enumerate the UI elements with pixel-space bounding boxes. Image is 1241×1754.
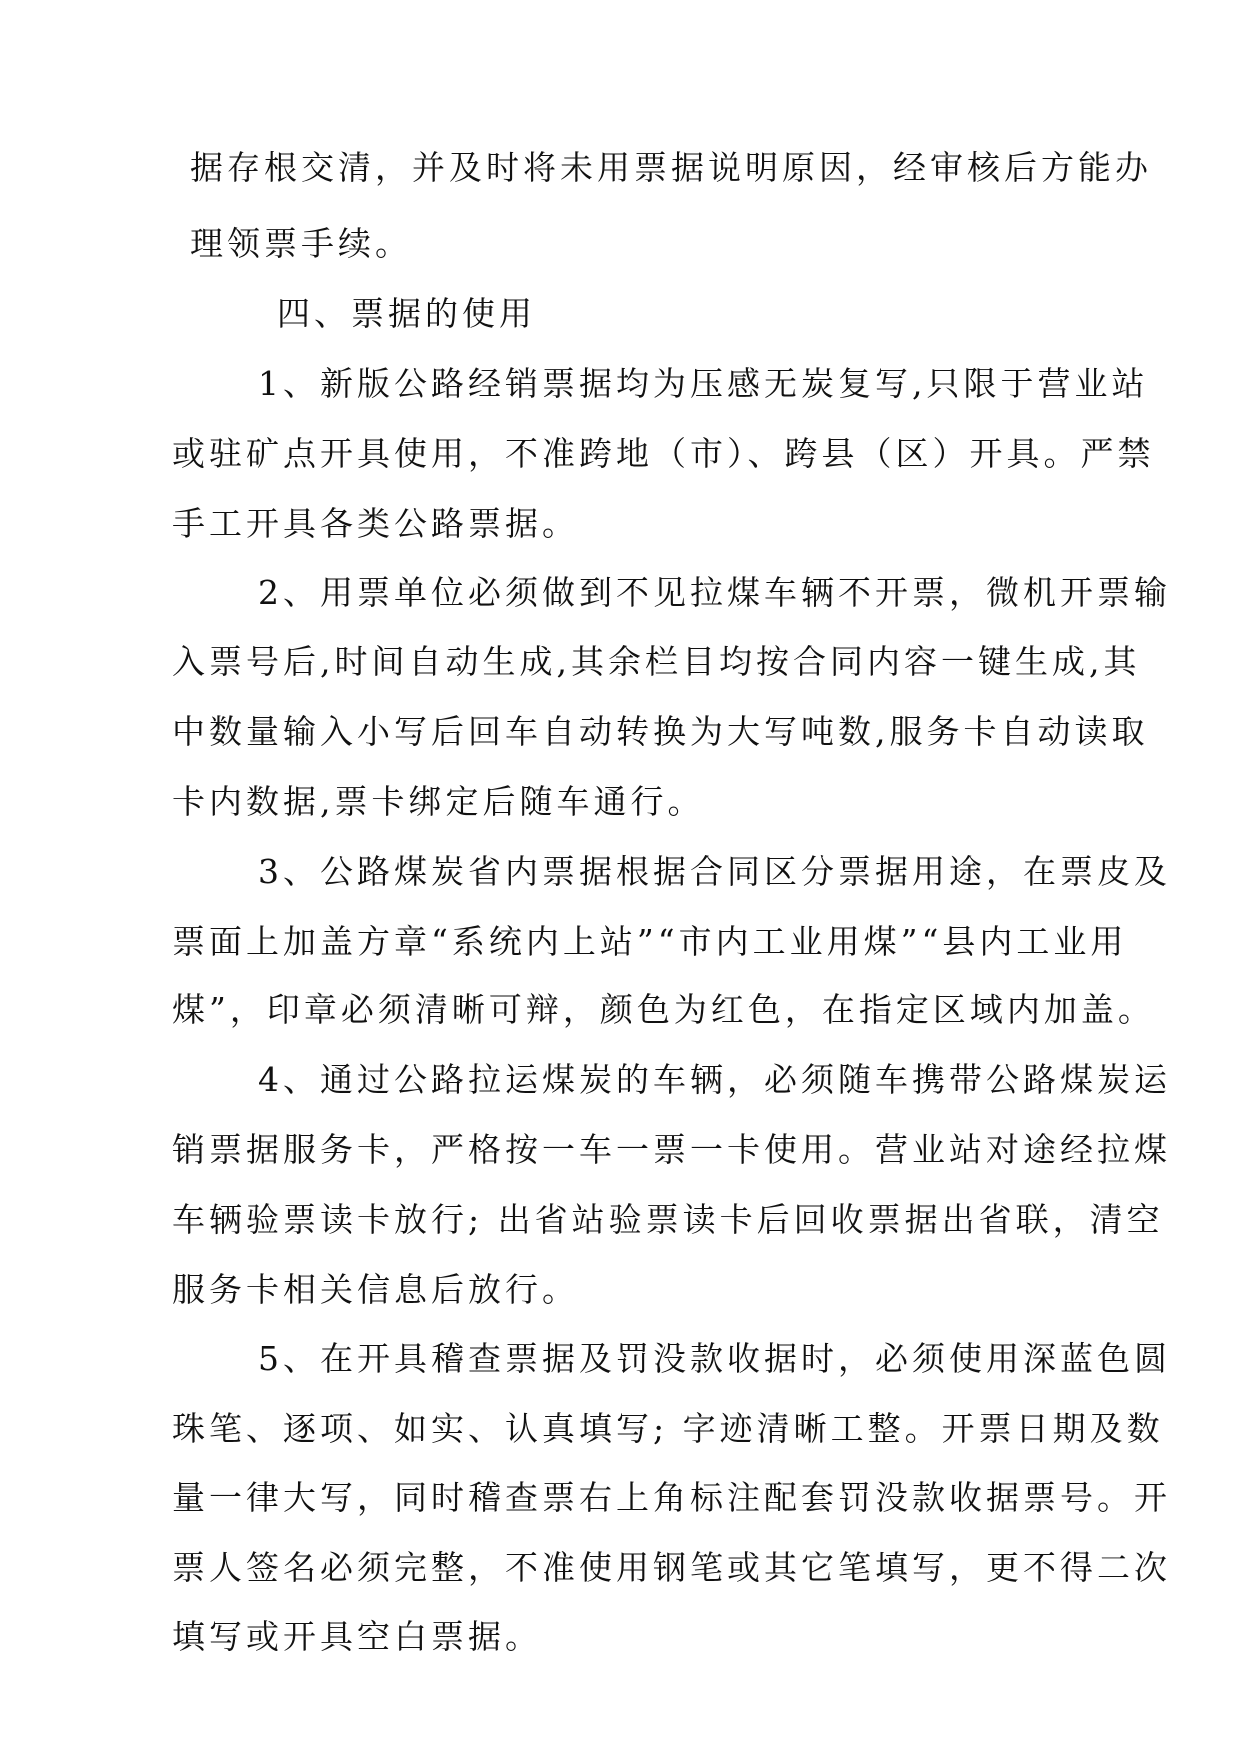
text-line: 煤”，印章必须清晰可辩，颜色为红色，在指定区域内加盖。: [172, 990, 1155, 1029]
text-line: 或驻矿点开具使用，不准跨地（市）、跨县（区）开具。严禁: [172, 434, 1155, 473]
text-line: 据存根交清，并及时将未用票据说明原因，经审核后方能办: [190, 148, 1152, 187]
text-line: 3、公路煤炭省内票据根据合同区分票据用途，在票皮及: [258, 852, 1171, 891]
text-line: 4、通过公路拉运煤炭的车辆，必须随车携带公路煤炭运: [258, 1060, 1171, 1099]
text-line: 1、新版公路经销票据均为压感无炭复写,只限于营业站: [258, 364, 1149, 403]
text-line: 填写或开具空白票据。: [172, 1617, 542, 1656]
text-line: 2、用票单位必须做到不见拉煤车辆不开票，微机开票输: [258, 573, 1171, 612]
text-line: 票人签名必须完整，不准使用钢笔或其它笔填写，更不得二次: [172, 1548, 1171, 1587]
text-line: 量一律大写，同时稽查票右上角标注配套罚没款收据票号。开: [172, 1478, 1171, 1517]
text-line: 5、在开具稽查票据及罚没款收据时，必须使用深蓝色圆: [258, 1339, 1171, 1378]
section-heading: 四、票据的使用: [277, 294, 536, 333]
text-line: 票面上加盖方章“系统内上站”“市内工业用煤”“县内工业用: [172, 922, 1128, 961]
text-line: 珠笔、逐项、如实、认真填写; 字迹清晰工整。开票日期及数: [172, 1409, 1164, 1448]
text-line: 中数量输入小写后回车自动转换为大写吨数,服务卡自动读取: [172, 712, 1149, 751]
text-line: 服务卡相关信息后放行。: [172, 1270, 579, 1309]
text-line: 理领票手续。: [190, 224, 412, 263]
text-line: 卡内数据,票卡绑定后随车通行。: [172, 782, 705, 821]
text-line: 入票号后,时间自动生成,其余栏目均按合同内容一键生成,其: [172, 642, 1141, 681]
text-line: 车辆验票读卡放行; 出省站验票读卡后回收票据出省联，清空: [172, 1200, 1164, 1239]
text-line: 销票据服务卡，严格按一车一票一卡使用。营业站对途经拉煤: [172, 1130, 1171, 1169]
text-line: 手工开具各类公路票据。: [172, 504, 579, 543]
